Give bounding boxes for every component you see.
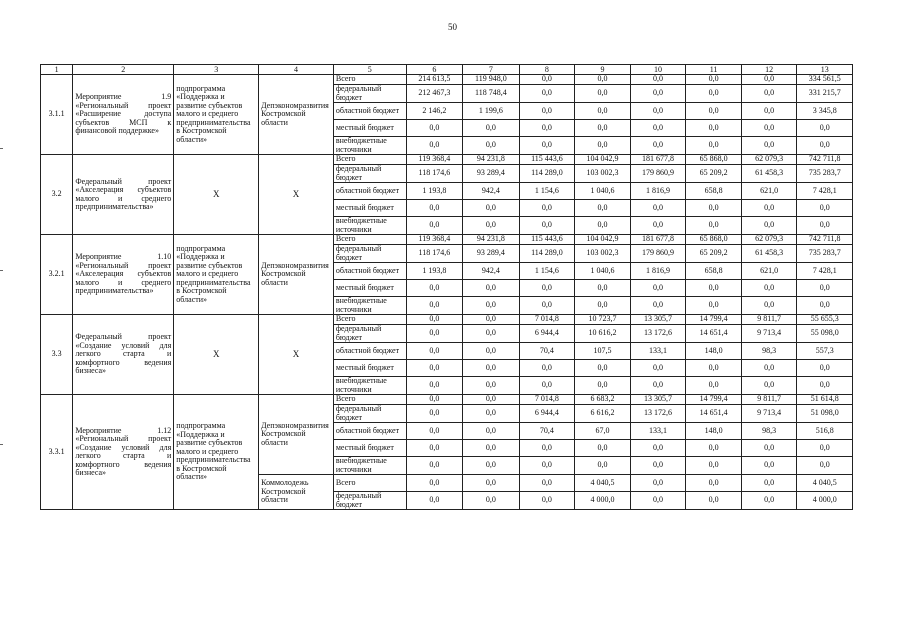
column-number: 13 <box>797 65 853 75</box>
amount-cell: 0,0 <box>630 475 686 492</box>
amount-cell: 115 443,6 <box>519 235 575 245</box>
funding-source: Всего <box>333 235 406 245</box>
program-name: подпрограмма «Поддержка и развитие субъектов малого и среднего предпринимательства в Костромской области» <box>174 75 259 155</box>
amount-cell: 67,0 <box>575 423 631 440</box>
column-number: 6 <box>406 65 463 75</box>
amount-cell: 148,0 <box>686 343 742 360</box>
amount-cell: 0,0 <box>686 137 742 155</box>
amount-cell: 0,0 <box>741 440 797 457</box>
table-row <box>41 315 853 325</box>
column-number: 5 <box>333 65 406 75</box>
page-edge-mark <box>0 270 3 271</box>
amount-cell: 0,0 <box>519 137 575 155</box>
funding-source: местный бюджет <box>333 280 406 297</box>
amount-cell: 7 014,8 <box>519 395 575 405</box>
amount-cell: 148,0 <box>686 423 742 440</box>
amount-cell: 0,0 <box>406 217 463 235</box>
funding-source: Всего <box>333 155 406 165</box>
amount-cell: 516,8 <box>797 423 853 440</box>
amount-cell: 119 368,4 <box>406 155 463 165</box>
amount-cell: 1 816,9 <box>630 263 686 280</box>
amount-cell: 0,0 <box>686 457 742 475</box>
amount-cell: 214 613,5 <box>406 75 463 85</box>
amount-cell: 0,0 <box>463 492 520 510</box>
executor-name: X <box>259 315 334 395</box>
amount-cell: 133,1 <box>630 423 686 440</box>
amount-cell: 7 428,1 <box>797 183 853 200</box>
amount-cell: 0,0 <box>741 103 797 120</box>
amount-cell: 14 651,4 <box>686 405 742 423</box>
funding-source: Всего <box>333 475 406 492</box>
amount-cell: 114 289,0 <box>519 165 575 183</box>
executor-name: X <box>259 155 334 235</box>
amount-cell: 0,0 <box>630 297 686 315</box>
amount-cell: 621,0 <box>741 263 797 280</box>
row-code: 3.2.1 <box>41 235 73 315</box>
program-name: подпрограмма «Поддержка и развитие субъектов малого и среднего предпринимательства в Костромской области» <box>174 235 259 315</box>
column-number: 3 <box>174 65 259 75</box>
amount-cell: 0,0 <box>797 137 853 155</box>
amount-cell: 0,0 <box>519 75 575 85</box>
amount-cell: 1 193,8 <box>406 183 463 200</box>
amount-cell: 118 748,4 <box>463 85 520 103</box>
page-edge-mark <box>0 148 3 149</box>
amount-cell: 0,0 <box>463 297 520 315</box>
amount-cell: 0,0 <box>630 120 686 137</box>
amount-cell: 0,0 <box>630 103 686 120</box>
row-code: 3.2 <box>41 155 73 235</box>
amount-cell: 0,0 <box>797 440 853 457</box>
amount-cell: 62 079,3 <box>741 155 797 165</box>
column-number: 10 <box>630 65 686 75</box>
amount-cell: 4 040,5 <box>575 475 631 492</box>
amount-cell: 65 209,2 <box>686 165 742 183</box>
column-number-row <box>41 65 853 75</box>
amount-cell: 0,0 <box>575 377 631 395</box>
funding-source: областной бюджет <box>333 103 406 120</box>
funding-source: областной бюджет <box>333 263 406 280</box>
amount-cell: 942,4 <box>463 183 520 200</box>
amount-cell: 1 040,6 <box>575 183 631 200</box>
amount-cell: 0,0 <box>575 75 631 85</box>
amount-cell: 658,8 <box>686 183 742 200</box>
amount-cell: 9 713,4 <box>741 405 797 423</box>
amount-cell: 0,0 <box>463 325 520 343</box>
amount-cell: 13 305,7 <box>630 315 686 325</box>
funding-source: областной бюджет <box>333 343 406 360</box>
row-code: 3.3 <box>41 315 73 395</box>
amount-cell: 0,0 <box>741 457 797 475</box>
amount-cell: 61 458,3 <box>741 165 797 183</box>
amount-cell: 0,0 <box>406 360 463 377</box>
amount-cell: 0,0 <box>797 217 853 235</box>
amount-cell: 0,0 <box>463 475 520 492</box>
amount-cell: 0,0 <box>406 475 463 492</box>
amount-cell: 0,0 <box>463 137 520 155</box>
column-number: 9 <box>575 65 631 75</box>
amount-cell: 0,0 <box>406 325 463 343</box>
amount-cell: 0,0 <box>575 440 631 457</box>
amount-cell: 65 209,2 <box>686 245 742 263</box>
amount-cell: 179 860,9 <box>630 165 686 183</box>
amount-cell: 98,3 <box>741 343 797 360</box>
column-number: 8 <box>519 65 575 75</box>
amount-cell: 0,0 <box>463 457 520 475</box>
amount-cell: 0,0 <box>686 297 742 315</box>
amount-cell: 0,0 <box>741 475 797 492</box>
amount-cell: 942,4 <box>463 263 520 280</box>
amount-cell: 557,3 <box>797 343 853 360</box>
amount-cell: 0,0 <box>630 440 686 457</box>
project-name: Мероприятие 1.10 «Региональный проект «Акселерация субъектов малого и среднего предпринимательства» <box>73 235 174 315</box>
amount-cell: 9 811,7 <box>741 395 797 405</box>
funding-source: областной бюджет <box>333 423 406 440</box>
amount-cell: 0,0 <box>463 440 520 457</box>
page-edge-mark <box>0 444 3 445</box>
amount-cell: 0,0 <box>797 280 853 297</box>
amount-cell: 0,0 <box>406 200 463 217</box>
amount-cell: 0,0 <box>575 457 631 475</box>
amount-cell: 0,0 <box>519 85 575 103</box>
amount-cell: 0,0 <box>686 440 742 457</box>
amount-cell: 3 345,8 <box>797 103 853 120</box>
amount-cell: 10 723,7 <box>575 315 631 325</box>
amount-cell: 94 231,8 <box>463 235 520 245</box>
amount-cell: 742 711,8 <box>797 155 853 165</box>
amount-cell: 0,0 <box>630 280 686 297</box>
amount-cell: 0,0 <box>741 85 797 103</box>
amount-cell: 0,0 <box>741 120 797 137</box>
amount-cell: 0,0 <box>741 137 797 155</box>
amount-cell: 0,0 <box>575 137 631 155</box>
funding-source: федеральный бюджет <box>333 325 406 343</box>
amount-cell: 0,0 <box>406 405 463 423</box>
amount-cell: 0,0 <box>406 297 463 315</box>
amount-cell: 0,0 <box>463 217 520 235</box>
executor-name: Депэкономразвития Костромской области <box>259 395 334 475</box>
amount-cell: 0,0 <box>575 217 631 235</box>
amount-cell: 118 174,6 <box>406 245 463 263</box>
amount-cell: 6 944,4 <box>519 405 575 423</box>
row-code: 3.1.1 <box>41 75 73 155</box>
amount-cell: 118 174,6 <box>406 165 463 183</box>
amount-cell: 0,0 <box>406 423 463 440</box>
funding-source: внебюджетные источники <box>333 457 406 475</box>
column-number: 11 <box>686 65 742 75</box>
amount-cell: 0,0 <box>686 377 742 395</box>
amount-cell: 0,0 <box>406 440 463 457</box>
amount-cell: 9 713,4 <box>741 325 797 343</box>
amount-cell: 0,0 <box>741 200 797 217</box>
funding-source: внебюджетные источники <box>333 217 406 235</box>
amount-cell: 0,0 <box>686 85 742 103</box>
program-name: X <box>174 155 259 235</box>
amount-cell: 0,0 <box>797 377 853 395</box>
funding-source: федеральный бюджет <box>333 492 406 510</box>
amount-cell: 7 014,8 <box>519 315 575 325</box>
amount-cell: 7 428,1 <box>797 263 853 280</box>
executor-name: Депэкономразвития Костромской области <box>259 75 334 155</box>
project-name: Мероприятие 1.9 «Региональный проект «Расширение доступа субъектов МСП к финансовой поддержке» <box>73 75 174 155</box>
project-name: Мероприятие 1.12 «Региональный проект «Создание условий для легкого старта и комфортного ведения бизнеса» <box>73 395 174 510</box>
amount-cell: 104 042,9 <box>575 235 631 245</box>
amount-cell: 103 002,3 <box>575 245 631 263</box>
amount-cell: 0,0 <box>519 475 575 492</box>
amount-cell: 0,0 <box>686 360 742 377</box>
amount-cell: 0,0 <box>463 360 520 377</box>
row-code: 3.3.1 <box>41 395 73 510</box>
amount-cell: 0,0 <box>406 395 463 405</box>
amount-cell: 1 816,9 <box>630 183 686 200</box>
page-number: 50 <box>448 22 457 32</box>
amount-cell: 0,0 <box>519 440 575 457</box>
amount-cell: 0,0 <box>741 297 797 315</box>
project-name: Федеральный проект «Создание условий для легкого старта и комфортного ведения бизнеса» <box>73 315 174 395</box>
program-name: X <box>174 315 259 395</box>
amount-cell: 13 172,6 <box>630 405 686 423</box>
amount-cell: 0,0 <box>686 75 742 85</box>
amount-cell: 0,0 <box>797 200 853 217</box>
amount-cell: 0,0 <box>575 360 631 377</box>
amount-cell: 0,0 <box>463 120 520 137</box>
amount-cell: 14 799,4 <box>686 395 742 405</box>
amount-cell: 0,0 <box>519 297 575 315</box>
amount-cell: 0,0 <box>406 280 463 297</box>
amount-cell: 742 711,8 <box>797 235 853 245</box>
amount-cell: 0,0 <box>630 85 686 103</box>
amount-cell: 0,0 <box>797 457 853 475</box>
amount-cell: 0,0 <box>630 137 686 155</box>
amount-cell: 1 154,6 <box>519 183 575 200</box>
amount-cell: 0,0 <box>463 280 520 297</box>
amount-cell: 0,0 <box>741 377 797 395</box>
amount-cell: 0,0 <box>463 423 520 440</box>
amount-cell: 0,0 <box>741 217 797 235</box>
amount-cell: 0,0 <box>630 457 686 475</box>
amount-cell: 1 199,6 <box>463 103 520 120</box>
amount-cell: 62 079,3 <box>741 235 797 245</box>
amount-cell: 0,0 <box>575 85 631 103</box>
amount-cell: 0,0 <box>519 120 575 137</box>
amount-cell: 6 616,2 <box>575 405 631 423</box>
amount-cell: 0,0 <box>630 217 686 235</box>
amount-cell: 0,0 <box>630 200 686 217</box>
amount-cell: 0,0 <box>741 492 797 510</box>
amount-cell: 0,0 <box>406 343 463 360</box>
amount-cell: 0,0 <box>519 280 575 297</box>
amount-cell: 0,0 <box>406 377 463 395</box>
amount-cell: 1 040,6 <box>575 263 631 280</box>
funding-source: местный бюджет <box>333 200 406 217</box>
amount-cell: 107,5 <box>575 343 631 360</box>
amount-cell: 0,0 <box>741 360 797 377</box>
amount-cell: 735 283,7 <box>797 245 853 263</box>
amount-cell: 61 458,3 <box>741 245 797 263</box>
amount-cell: 334 561,5 <box>797 75 853 85</box>
amount-cell: 93 289,4 <box>463 165 520 183</box>
funding-source: внебюджетные источники <box>333 297 406 315</box>
amount-cell: 55 655,3 <box>797 315 853 325</box>
column-number: 12 <box>741 65 797 75</box>
amount-cell: 0,0 <box>630 492 686 510</box>
funding-source: федеральный бюджет <box>333 245 406 263</box>
amount-cell: 10 616,2 <box>575 325 631 343</box>
amount-cell: 0,0 <box>741 280 797 297</box>
amount-cell: 13 305,7 <box>630 395 686 405</box>
amount-cell: 0,0 <box>406 492 463 510</box>
amount-cell: 119 368,4 <box>406 235 463 245</box>
amount-cell: 0,0 <box>575 103 631 120</box>
amount-cell: 4 000,0 <box>797 492 853 510</box>
amount-cell: 1 193,8 <box>406 263 463 280</box>
amount-cell: 119 948,0 <box>463 75 520 85</box>
table-row <box>41 155 853 165</box>
column-number: 1 <box>41 65 73 75</box>
column-number: 4 <box>259 65 334 75</box>
amount-cell: 1 154,6 <box>519 263 575 280</box>
amount-cell: 4 040,5 <box>797 475 853 492</box>
amount-cell: 0,0 <box>463 200 520 217</box>
funding-source: федеральный бюджет <box>333 85 406 103</box>
budget-table <box>40 64 853 510</box>
amount-cell: 0,0 <box>575 280 631 297</box>
amount-cell: 179 860,9 <box>630 245 686 263</box>
amount-cell: 0,0 <box>463 343 520 360</box>
amount-cell: 0,0 <box>686 103 742 120</box>
funding-source: федеральный бюджет <box>333 165 406 183</box>
amount-cell: 181 677,8 <box>630 235 686 245</box>
funding-source: местный бюджет <box>333 120 406 137</box>
amount-cell: 0,0 <box>519 492 575 510</box>
table-row <box>41 395 853 405</box>
amount-cell: 0,0 <box>519 200 575 217</box>
amount-cell: 735 283,7 <box>797 165 853 183</box>
amount-cell: 658,8 <box>686 263 742 280</box>
funding-source: Всего <box>333 395 406 405</box>
amount-cell: 212 467,3 <box>406 85 463 103</box>
funding-source: Всего <box>333 75 406 85</box>
funding-source: федеральный бюджет <box>333 405 406 423</box>
table-row <box>41 235 853 245</box>
amount-cell: 0,0 <box>406 315 463 325</box>
amount-cell: 0,0 <box>519 217 575 235</box>
amount-cell: 6 944,4 <box>519 325 575 343</box>
amount-cell: 98,3 <box>741 423 797 440</box>
amount-cell: 621,0 <box>741 183 797 200</box>
amount-cell: 9 811,7 <box>741 315 797 325</box>
amount-cell: 0,0 <box>519 377 575 395</box>
amount-cell: 0,0 <box>406 120 463 137</box>
program-name: подпрограмма «Поддержка и развитие субъектов малого и среднего предпринимательства в Костромской области» <box>174 395 259 510</box>
amount-cell: 0,0 <box>686 217 742 235</box>
amount-cell: 0,0 <box>686 120 742 137</box>
funding-source: внебюджетные источники <box>333 377 406 395</box>
amount-cell: 0,0 <box>797 297 853 315</box>
funding-source: Всего <box>333 315 406 325</box>
amount-cell: 0,0 <box>463 315 520 325</box>
amount-cell: 0,0 <box>797 360 853 377</box>
amount-cell: 0,0 <box>463 395 520 405</box>
amount-cell: 0,0 <box>463 377 520 395</box>
amount-cell: 0,0 <box>630 360 686 377</box>
amount-cell: 13 172,6 <box>630 325 686 343</box>
amount-cell: 93 289,4 <box>463 245 520 263</box>
amount-cell: 0,0 <box>406 137 463 155</box>
amount-cell: 94 231,8 <box>463 155 520 165</box>
amount-cell: 6 683,2 <box>575 395 631 405</box>
amount-cell: 70,4 <box>519 343 575 360</box>
amount-cell: 0,0 <box>686 200 742 217</box>
amount-cell: 0,0 <box>463 405 520 423</box>
amount-cell: 181 677,8 <box>630 155 686 165</box>
amount-cell: 0,0 <box>630 75 686 85</box>
amount-cell: 55 098,0 <box>797 325 853 343</box>
funding-source: областной бюджет <box>333 183 406 200</box>
amount-cell: 0,0 <box>686 492 742 510</box>
amount-cell: 0,0 <box>575 200 631 217</box>
amount-cell: 104 042,9 <box>575 155 631 165</box>
amount-cell: 0,0 <box>741 75 797 85</box>
amount-cell: 0,0 <box>686 475 742 492</box>
project-name: Федеральный проект «Акселерация субъектов малого и среднего предпринимательства» <box>73 155 174 235</box>
column-number: 2 <box>73 65 174 75</box>
column-number: 7 <box>463 65 520 75</box>
amount-cell: 115 443,6 <box>519 155 575 165</box>
amount-cell: 0,0 <box>519 457 575 475</box>
amount-cell: 133,1 <box>630 343 686 360</box>
amount-cell: 0,0 <box>630 377 686 395</box>
amount-cell: 0,0 <box>797 120 853 137</box>
amount-cell: 103 002,3 <box>575 165 631 183</box>
amount-cell: 0,0 <box>519 103 575 120</box>
funding-source: местный бюджет <box>333 360 406 377</box>
amount-cell: 0,0 <box>575 297 631 315</box>
amount-cell: 65 868,0 <box>686 235 742 245</box>
amount-cell: 4 000,0 <box>575 492 631 510</box>
amount-cell: 331 215,7 <box>797 85 853 103</box>
amount-cell: 114 289,0 <box>519 245 575 263</box>
executor-name: Коммолодежь Костромской области <box>259 475 334 510</box>
funding-source: внебюджетные источники <box>333 137 406 155</box>
amount-cell: 0,0 <box>406 457 463 475</box>
amount-cell: 51 614,8 <box>797 395 853 405</box>
amount-cell: 14 799,4 <box>686 315 742 325</box>
amount-cell: 51 098,0 <box>797 405 853 423</box>
amount-cell: 2 146,2 <box>406 103 463 120</box>
amount-cell: 0,0 <box>519 360 575 377</box>
executor-name: Депэкономразвития Костромской области <box>259 235 334 315</box>
amount-cell: 14 651,4 <box>686 325 742 343</box>
amount-cell: 0,0 <box>686 280 742 297</box>
table-row <box>41 75 853 85</box>
amount-cell: 0,0 <box>575 120 631 137</box>
amount-cell: 65 868,0 <box>686 155 742 165</box>
funding-source: местный бюджет <box>333 440 406 457</box>
amount-cell: 70,4 <box>519 423 575 440</box>
